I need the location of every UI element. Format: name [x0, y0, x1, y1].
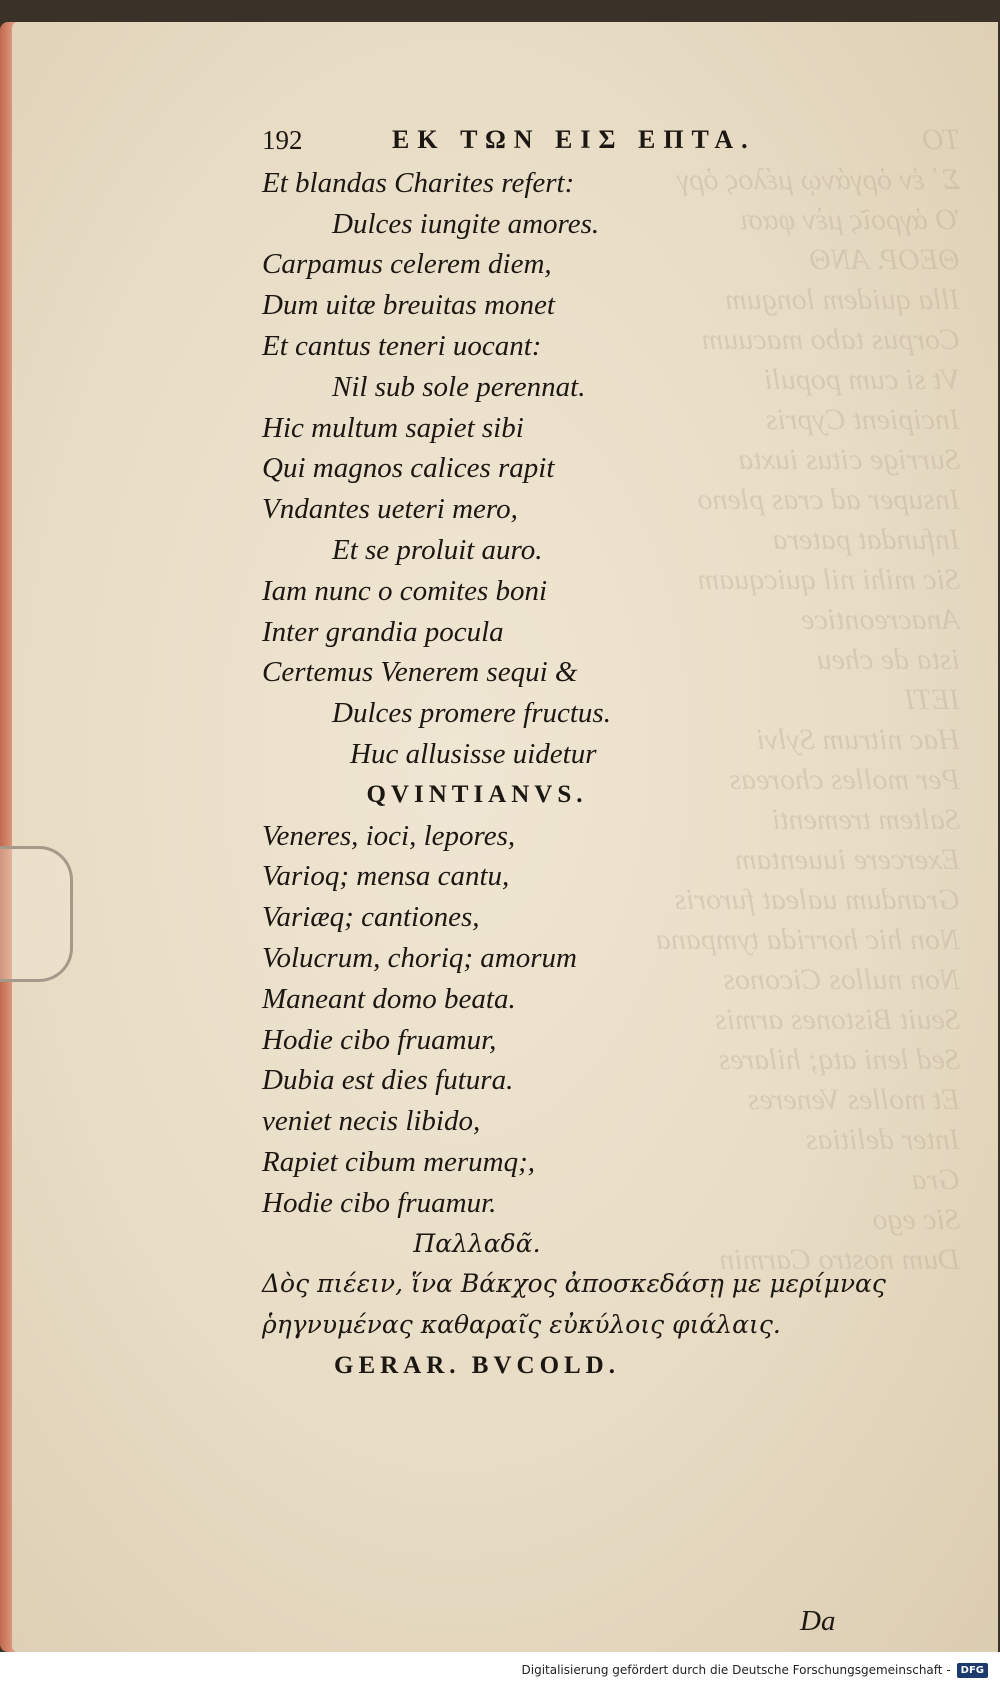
poem-line: Et se proluit auro. [332, 533, 543, 566]
poem-line: Vndantes ueteri mero, [262, 493, 518, 526]
poem-line: Veneres, ioci, lepores, [262, 819, 516, 852]
poem-line: Certemus Venerem sequi & [262, 656, 578, 689]
bleed-line: Incipient Cypris [765, 403, 960, 436]
poem-line: Δὸς πιέειν, ἵνα Βάκχος ἀποσκεδάσῃ με μερίμνας [262, 1269, 886, 1299]
page-number: 192 [262, 125, 303, 155]
poem-line: Qui magnos calices rapit [262, 452, 555, 485]
bleed-line: Infundat patera [772, 523, 960, 556]
poem-line: Varioq; mensa cantu, [262, 860, 510, 893]
poem-line: Volucrum, choriq; amorum [262, 941, 577, 974]
poem-line: Variæq; cantiones, [262, 901, 480, 934]
footer-credit: Digitalisierung gefördert durch die Deutsche Forschungsgemeinschaft - [521, 1663, 951, 1677]
bleed-line: Et molles Veneres [747, 1083, 960, 1116]
bleed-line: Per molles choreas [729, 763, 960, 796]
bleed-line: Corpus tabo macuum [701, 323, 960, 356]
page-header [262, 120, 862, 161]
poem-line: Hic multum sapiet sibi [262, 411, 524, 444]
author-heading: Παλλαδᾶ. [413, 1228, 541, 1258]
bleed-line: Non nullos Ciconos [723, 963, 960, 996]
bleed-line: Illa quidem longum [725, 283, 960, 316]
poem-line: Iam nunc o comites boni [262, 574, 548, 607]
bleed-line: Hac nitrum Sylvi [756, 723, 960, 756]
bleed-line: ΘΕΟΡ. ΑΝΘ [809, 243, 960, 276]
bleed-line: Insuper ad cras pleno [697, 483, 960, 516]
bleed-line: Inter delitias [805, 1123, 960, 1156]
bleed-line: ΙΕΤΙ [905, 683, 960, 716]
poem-line: Et cantus teneri uocant: [262, 329, 542, 362]
poem-line: Hodie cibo fruamur. [262, 1186, 497, 1219]
poem-line: Inter grandia pocula [262, 615, 504, 648]
bleed-line: Grandum ualeat furoris [674, 883, 960, 916]
poem-line: Dulces promere fructus. [332, 697, 611, 730]
author-signature: GERAR. BVCOLD. [334, 1351, 620, 1379]
bleed-line: Seuit Bistones armis [715, 1003, 960, 1036]
bleed-line: Sic ego [872, 1203, 960, 1236]
bleed-line: Dum nostro Carmin [719, 1243, 960, 1276]
poem-line: Carpamus celerem diem, [262, 248, 552, 281]
catchword: Da [800, 1605, 836, 1637]
running-head: EK ΤΩΝ ΕΙΣ ΕΠΤΑ. [392, 125, 756, 154]
bleed-line: Anacreontice [801, 603, 960, 636]
bleed-line: ΤΟ [922, 123, 960, 156]
bleed-line: Vt si cum populi [764, 363, 960, 396]
bleed-line: Sic mihi nil quicquam [697, 563, 960, 596]
bleed-line: Gra [911, 1163, 960, 1196]
bleed-line: Surrige citus iuxta [738, 443, 960, 476]
author-heading: QVINTIANVS. [366, 780, 588, 808]
dfg-logo: DFG [957, 1663, 988, 1678]
bleed-line: ista de cheu [816, 643, 960, 676]
bleed-line: Exercere iuuentam [734, 843, 960, 876]
bleed-line: Non hic horrida tympana [655, 923, 960, 956]
poem-line: Hodie cibo fruamur, [262, 1023, 497, 1056]
poem-line: veniet necis libido, [262, 1105, 481, 1138]
poem-line: Dubia est dies futura. [262, 1064, 514, 1097]
poem-line: Huc allusisse uidetur [350, 737, 597, 770]
page-clip [0, 846, 73, 982]
bleed-line: Saltem trementi [771, 803, 960, 836]
poem-line: ῥηγνυμένας καθαραῖς εὐκύλοις φιάλαις. [262, 1310, 781, 1340]
bleed-line: Sed leni atq; hilares [718, 1043, 960, 1076]
poem-line: Dulces iungite amores. [332, 207, 600, 240]
poem-line: Rapiet cibum merumq;, [262, 1145, 536, 1178]
bleed-line: Ὁ ἀγροῖς μὲν φασι [739, 203, 960, 236]
poem-line: Maneant domo beata. [262, 982, 516, 1015]
poem-line: Dum uitæ breuitas monet [262, 289, 555, 322]
poem-line: Et blandas Charites refert: [262, 166, 575, 199]
digitization-footer [0, 1652, 1000, 1688]
bleed-line: Σ᾽ ἐν ὀργάνῳ μέλος ὀργ [677, 163, 960, 196]
poem-line: Nil sub sole perennat. [332, 370, 586, 403]
